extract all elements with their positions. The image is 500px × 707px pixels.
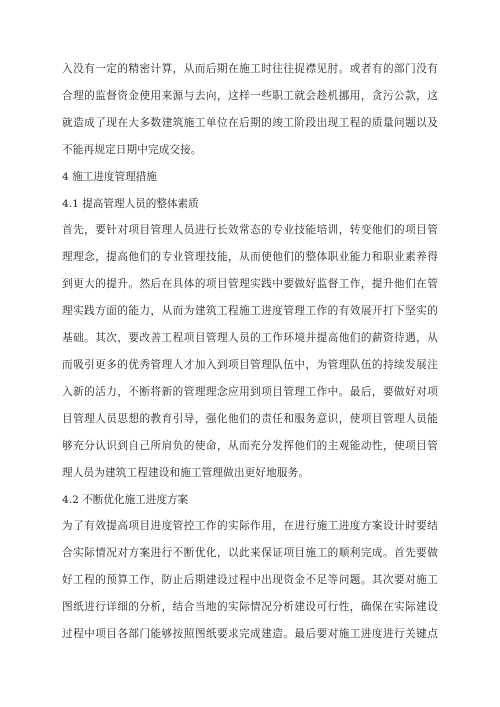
document-body <box>62 56 438 648</box>
paragraph-continuation <box>62 56 438 164</box>
text-line: 基础。其次，要改善工程项目管理人员的工作环境并提高他们的薪资待遇，从 <box>62 332 438 345</box>
text-line: 好工程的预算工作，防止后期建设过程中出现资金不足等问题。其次要对施工 <box>62 574 438 587</box>
text-line: 入没有一定的精密计算，从而后期在施工时往往捉襟见肘。或者有的部门没有 <box>62 63 438 75</box>
text-line: 合实际情况对方案进行不断优化，以此来保证项目施工的顺利完成。首先要做 <box>62 547 438 560</box>
text-line: 理人员为建筑工程建设和施工管理做出更好地服务。 <box>62 466 310 479</box>
text-line: 入新的活力，不断将新的管理理念应用到项目管理工作中。最后，要做好对项 <box>62 385 438 398</box>
text-line: 就造成了现在大多数建筑施工单位在后期的竣工阶段出现工程的质量问题以及 <box>62 116 438 129</box>
text-line: 目管理人员思想的教育引导，强化他们的责任和服务意识，使项目管理人员能 <box>62 412 438 425</box>
text-line: 理理念，提高他们的专业管理技能，从而使他们的整体职业能力和职业素养得 <box>62 251 438 264</box>
text-line: 够充分认识到自己所肩负的使命，从而充分发挥他们的主观能动性，使项目管 <box>62 439 438 452</box>
text-line: 理实践方面的能力，从而为建筑工程施工进度管理工作的有效展开打下坚实的 <box>62 305 438 318</box>
text-line: 合理的监督资金使用来源与去向，这样一些职工就会趁机挪用，贪污公款，这 <box>62 89 438 102</box>
paragraph-management-quality <box>62 217 438 486</box>
text-line: 为了有效提高项目进度管控工作的实际作用，在进行施工进度方案设计时要结 <box>62 520 438 533</box>
text-line: 首先，要针对项目管理人员进行长效常态的专业技能培训，转变他们的项目管 <box>62 224 438 237</box>
section-heading-4: 4 施工进度管理措施 <box>62 170 157 183</box>
text-line: 到更大的提升。然后在具体的项目管理实践中要做好监督工作，提升他们在管 <box>62 278 438 291</box>
text-line: 而吸引更多的优秀管理人才加入到项目管理队伍中，为管理队伍的持续发展注 <box>62 358 438 371</box>
text-line: 图纸进行详细的分析，结合当地的实际情况分析建设可行性，确保在实际建设 <box>62 601 438 614</box>
section-heading-4-1: 4.1 提高管理人员的整体素质 <box>62 197 199 210</box>
section-heading-4-2: 4.2 不断优化施工进度方案 <box>62 493 189 506</box>
text-line: 过程中项目各部门能够按照图纸要求完成建造。最后要对施工进度进行关键点 <box>62 628 438 641</box>
paragraph-schedule-optimization <box>62 513 438 648</box>
text-line: 不能再规定日期中完成交接。 <box>62 143 202 156</box>
